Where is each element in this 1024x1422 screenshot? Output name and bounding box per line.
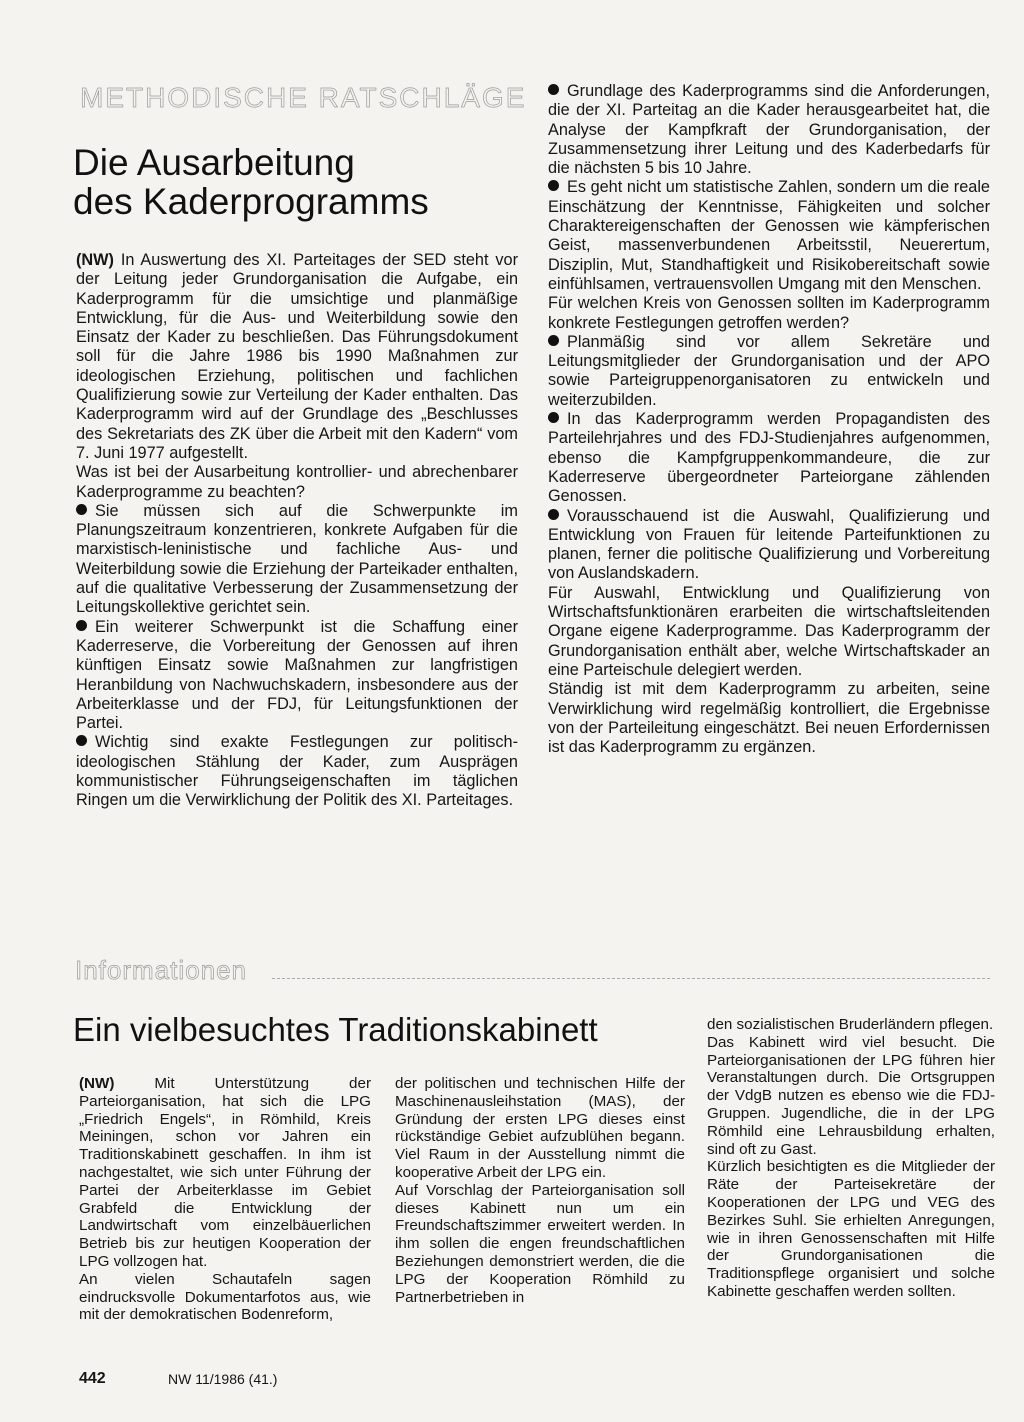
article2-col3-paragraph2: Das Kabinett wird viel besucht. Die Parteiorganisationen der LPG führen hier Veranstaltungen durch. Die Ortsgruppen der VdgB nutzen es ebenso wie die FDJ-Gruppen. Jugendliche, die in der LPG Römhild eine Lehrausbildung erhalten, sind oft zu Gast. [707, 1033, 995, 1158]
article2-col1-paragraph1 [79, 1075, 371, 1271]
article2-col2-paragraph1: der politischen und technischen Hilfe der Maschinenausleihstation (MAS), der Gründung der ersten LPG dieses einst rückständige Gebiet aufzublühen begann. Viel Raum in der Ausstellung nimmt die kooperative Arbeit der LPG ein. [395, 1075, 685, 1181]
article1-title [73, 143, 493, 221]
section-label-text: Informationen [75, 955, 247, 985]
article1-column-left [76, 251, 518, 811]
article2-col1-paragraph2: An vielen Schautafeln sagen eindrucksvolle Dokumentarfotos aus, wie mit der demokratischen Bodenreform, [79, 1270, 371, 1324]
bullet-text: Ein weiterer Schwerpunkt ist die Schaffung einer Kaderreserve, die Vorbereitung der Genossen auf ihren künftigen Einsatz sowie Maßnahmen zur langfristigen Heranbildung von Nachwuchskadern, insbesondere aus der Arbeiterklasse und der FDJ, für Leitungsfunktionen der Partei. [76, 617, 518, 733]
intro-tag: (NW) [76, 251, 114, 269]
bullet-icon [548, 412, 559, 423]
article2-title-text: Ein vielbesuchtes Traditionskabinett [73, 1011, 598, 1048]
paragraph-text: Mit Unterstützung der Parteiorganisation, hat sich die LPG „Friedrich Engels“, in Römhild, Kreis Meiningen, schon vor Jahren ein Traditionskabinett geschaffen. In ihm ist nachgestaltet, wie sich unter Führung der Partei der Arbeiterklasse im Gebiet Grabfeld die Entwicklung der Landwirtschaft vom einzelbäuerlichen Betrieb bis zur heutigen Kooperation der LPG vollzogen hat. [79, 1075, 371, 1270]
article1-question1: Was ist bei der Ausarbeitung kontrollier- und abrechenbarer Kaderprogramme zu beachten? [76, 463, 518, 501]
bullet-icon [548, 84, 559, 95]
bullet-item [548, 507, 990, 584]
page-number: 442 [79, 1370, 106, 1387]
article1-intro [76, 251, 518, 463]
bullet-text: Es geht nicht um statistische Zahlen, sondern um die reale Einschätzung der Kenntnisse, Fähigkeiten und solcher Charaktereigenschaften der Genossen wie kämpferischen Geist, massenverbundenen Arbeitsstil, Neuerertum, Disziplin, Mut, Standhaftigkeit und Risikobereitschaft sowie einfühlsamen, vertrauensvollen Umgang mit den Menschen. [548, 178, 990, 293]
article1-question2: Für welchen Kreis von Genossen sollten im Kaderprogramm konkrete Festlegungen getroffen werden? [548, 294, 990, 332]
article1-title-line2: des Kaderprogramms [73, 181, 429, 222]
section-label-methodische [80, 82, 526, 114]
bullet-item [548, 333, 990, 410]
section-divider [272, 978, 990, 979]
bullet-text: Sie müssen sich auf die Schwerpunkte im Planungszeitraum konzentrieren, konkrete Aufgaben für die marxistisch-leninistische und fachliche Aus- und Weiterbildung sowie die Erziehung der Parteikader enthalten, auf die qualitative Verbesserung der Zusammensetzung der Leitungskollektive gerichtet sein. [76, 501, 518, 617]
bullet-text: Vorausschauend ist die Auswahl, Qualifizierung und Entwicklung von Frauen für leitende Parteifunktionen zu planen, ferner die politische Qualifizierung und Vorbereitung von Auslandskadern. [548, 506, 990, 583]
section-label-informationen [75, 955, 247, 986]
article2-col3-paragraph1: den sozialistischen Bruderländern pflegen. [707, 1016, 994, 1033]
article2-column-3 [707, 1016, 995, 1301]
intro-tag: (NW) [79, 1075, 115, 1092]
bullet-text: Planmäßig sind vor allem Sekretäre und Leitungsmitglieder der Grundorganisation und der APO sowie Parteigruppenorganisatoren zu entwickeln und weiterzubilden. [548, 332, 990, 409]
article2-column-1 [79, 1075, 371, 1324]
bullet-icon [76, 735, 87, 746]
article2-title [73, 1010, 693, 1049]
section-label-text: METHODISCHE RATSCHLÄGE [80, 82, 527, 113]
issue-label: NW 11/1986 (41.) [168, 1371, 278, 1387]
bullet-icon [76, 504, 87, 515]
bullet-text: Wichtig sind exakte Festlegungen zur politisch-ideologischen Stählung der Kader, zum Ausprägen kommunistischer Führungseigenschaften im täglichen Ringen um die Verwirklichung der Politik des XI. Parteitages. [76, 733, 518, 810]
bullet-icon [548, 335, 559, 346]
bullet-item [76, 618, 518, 734]
intro-text: In Auswertung des XI. Parteitages der SED steht vor der Leitung jeder Grundorganisation die Aufgabe, ein Kaderprogramm für die umsichtige und planmäßige Entwicklung, für die Aus- und Weiterbildung sowie den Einsatz der Kader zu beschließen. Das Führungsdokument soll für die Jahre 1986 bis 1990 Maßnahmen zur ideologischen Erziehung, politischen und fachlichen Qualifizierung sowie zur Verteilung der Kader enthalten. Das Kaderprogramm wird auf der Grundlage des „Beschlusses des Sekretariats des ZK über die Arbeit mit den Kadern“ vom 7. Juni 1977 aufgestellt. [76, 251, 518, 462]
bullet-item [76, 733, 518, 810]
bullet-icon [548, 180, 559, 191]
bullet-item [548, 410, 990, 506]
article1-paragraph2: Ständig ist mit dem Kaderprogramm zu arbeiten, seine Verwirklichung wird regelmäßig kontrolliert, die Ergebnisse von der Parteileitung eingeschätzt. Bei neuen Erfordernissen ist das Kaderprogramm zu ergänzen. [548, 680, 990, 757]
bullet-item [76, 502, 518, 618]
bullet-icon [548, 509, 559, 520]
bullet-text: Grundlage des Kaderprogramms sind die Anforderungen, die der XI. Parteitag an die Kader herausgearbeitet hat, die Analyse der Kampfkraft der Grundorganisation, der Zusammensetzung ihrer Leitung und des Kaderbedarfs für die nächsten 5 bis 10 Jahre. [548, 82, 990, 178]
article2-column-2 [395, 1075, 685, 1306]
article1-title-line1: Die Ausarbeitung [73, 142, 355, 183]
bullet-item [548, 178, 990, 294]
article2-col3-paragraph3: Kürzlich besichtigten es die Mitglieder der Räte der Parteisekretäre der Kooperationen der LPG und VEG des Bezirkes Suhl. Sie erhielten Anregungen, wie in ihren Genossenschaften mit Hilfe der Grundorganisationen die Traditionspflege organisiert und solche Kabinette geschaffen werden sollten. [707, 1158, 995, 1300]
article2-col2-paragraph2: Auf Vorschlag der Parteiorganisation soll dieses Kabinett nun um ein Freundschaftszimmer erweitert werden. In ihm sollen die engen freundschaftlichen Beziehungen demonstriert werden, die die LPG der Kooperation Römhild zu Partnerbetrieben in [395, 1181, 685, 1306]
bullet-item [548, 82, 990, 178]
bullet-icon [76, 620, 87, 631]
bullet-text: In das Kaderprogramm werden Propagandisten des Parteilehrjahres und des FDJ-Studienjahres aufgenommen, ebenso die Kampfgruppenkommandeure, die zur Kaderreserve übergeordneter Parteiorgane zählenden Genossen. [548, 410, 990, 506]
article1-column-right [548, 82, 990, 757]
article1-paragraph1: Für Auswahl, Entwicklung und Qualifizierung von Wirtschaftsfunktionären erarbeiten die wirtschaftsleitenden Organe eigene Kaderprogramme. Das Kaderprogramm der Grundorganisation enthält aber, welche Wirtschaftskader an eine Parteischule delegiert werden. [548, 583, 990, 679]
